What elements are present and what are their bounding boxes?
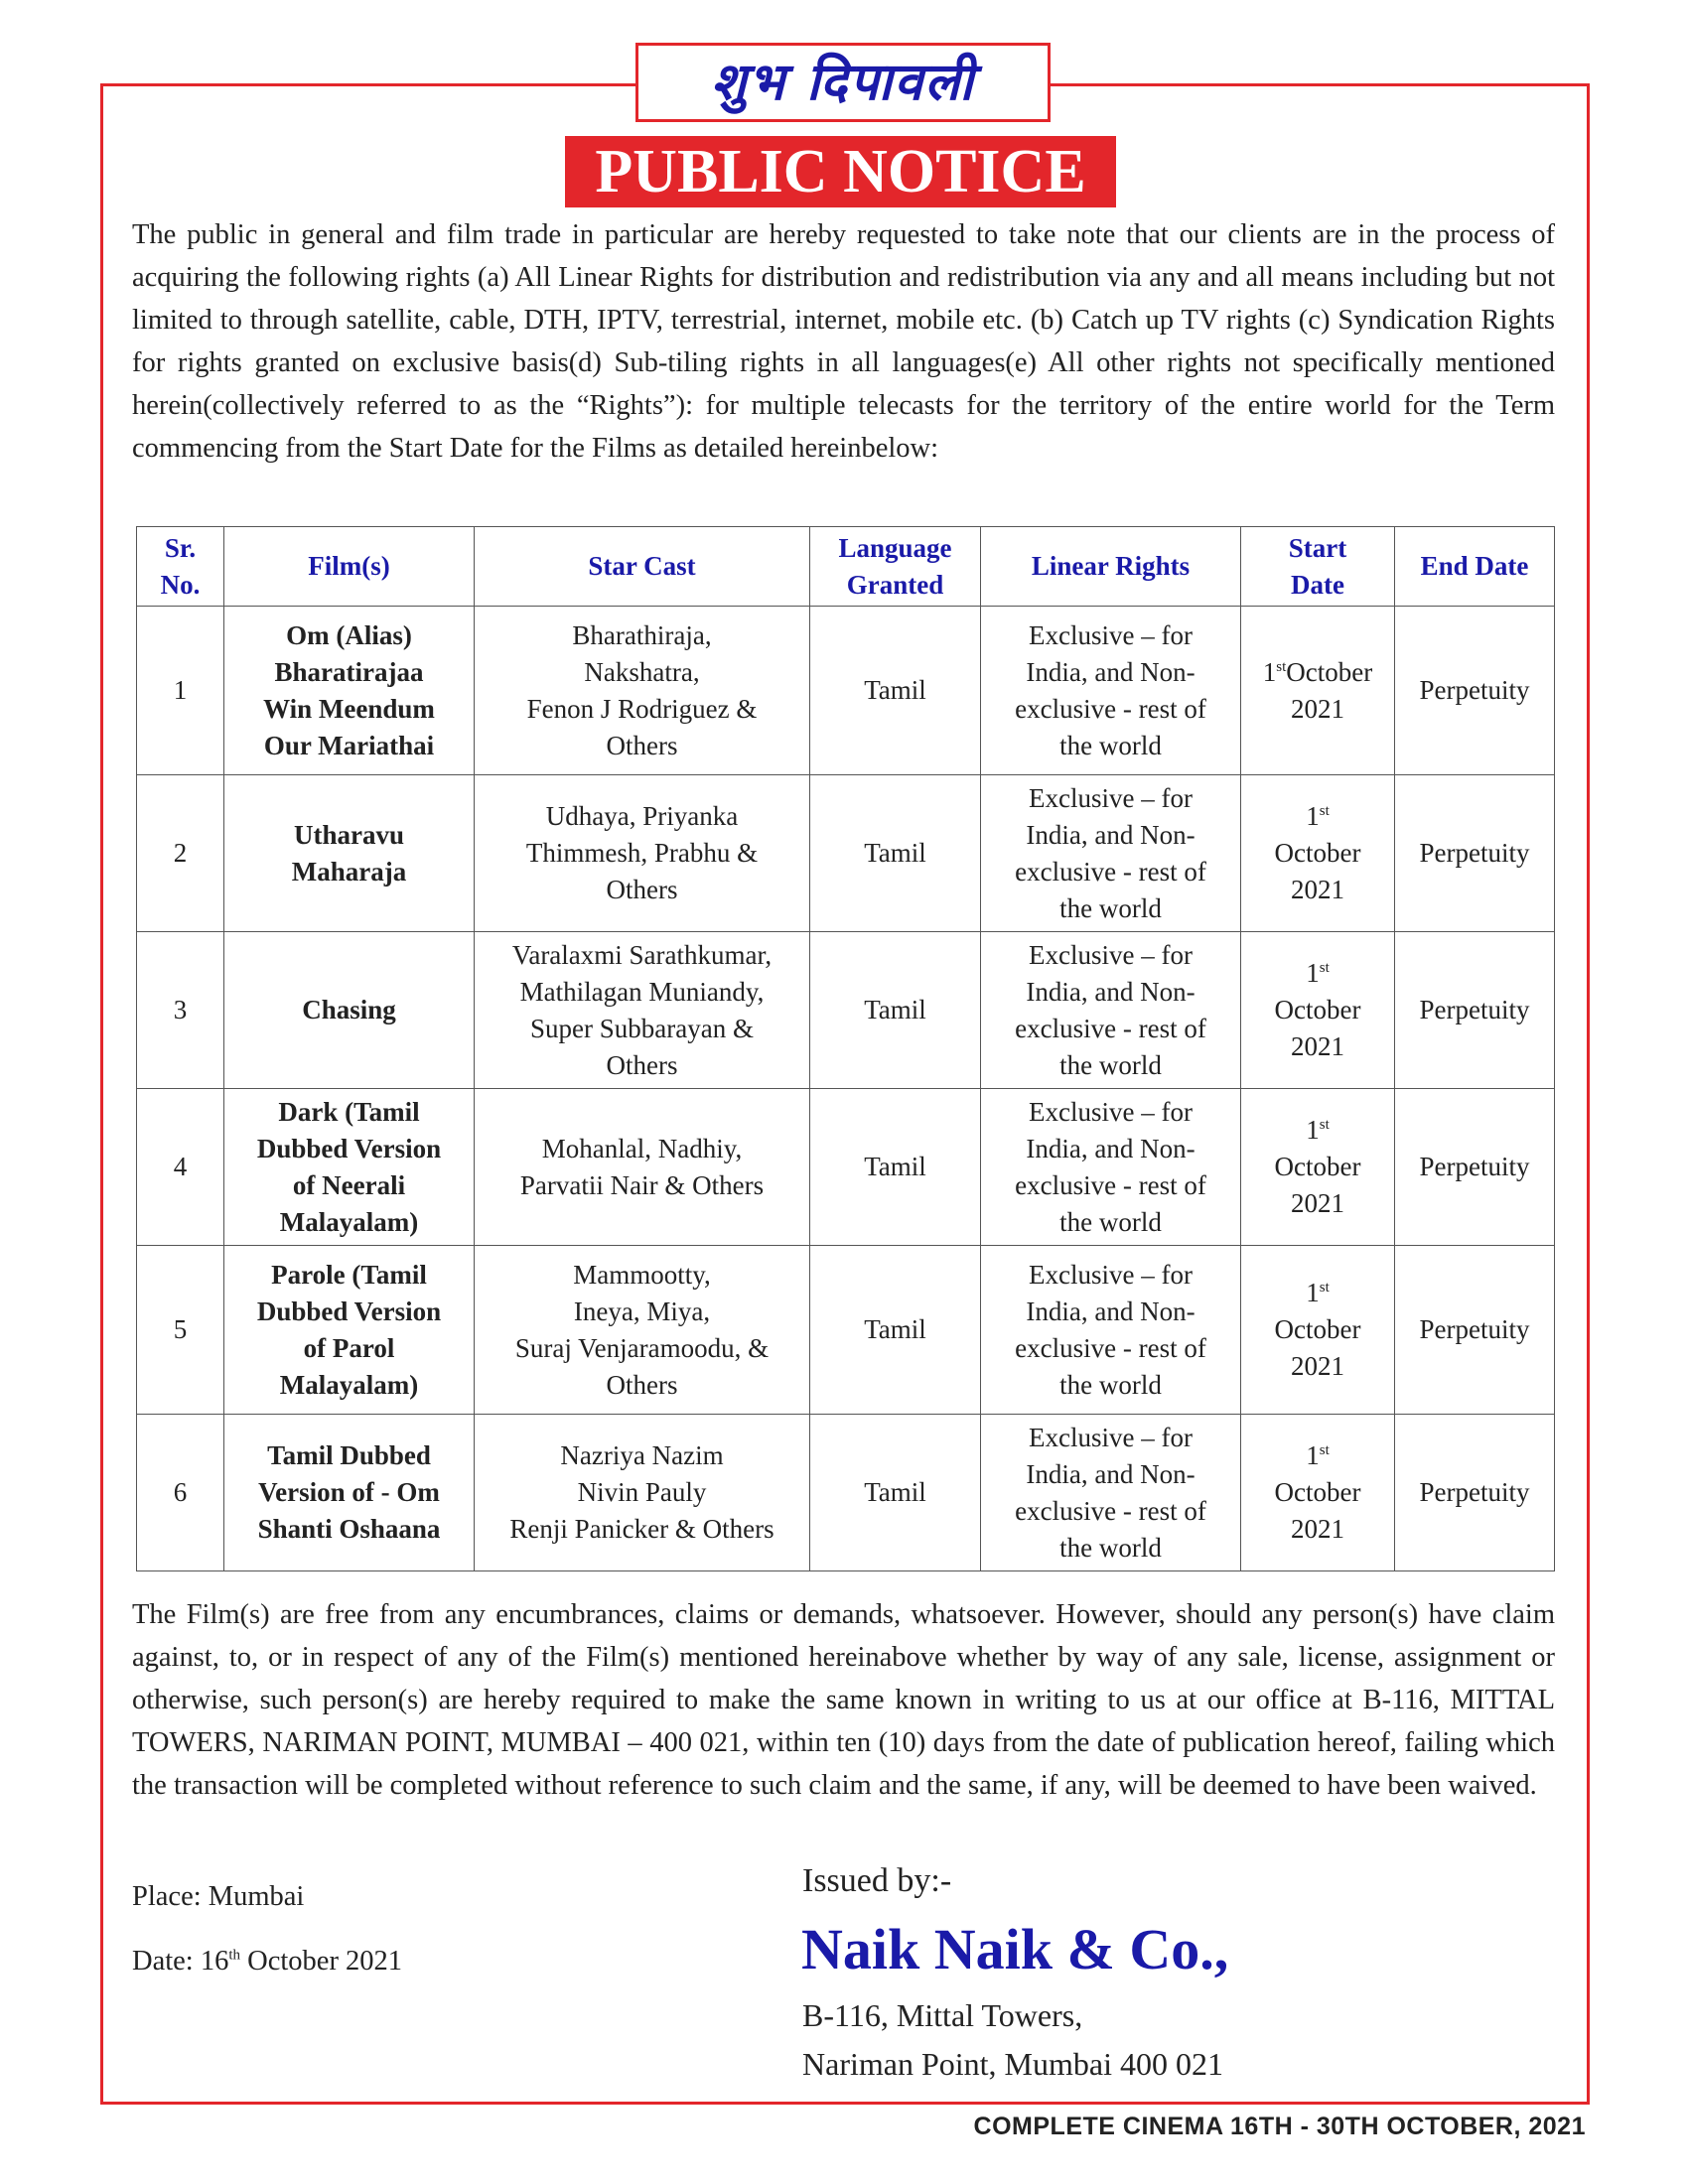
table-row	[137, 1089, 1555, 1246]
cell-linear-rights: Exclusive – for India, and Non- exclusive - rest of the world	[981, 607, 1241, 775]
cell-linear-rights: Exclusive – for India, and Non- exclusive - rest of the world	[981, 932, 1241, 1089]
cell-end-date: Perpetuity	[1395, 1246, 1555, 1415]
cell-film: Parole (Tamil Dubbed Version of Parol Malayalam)	[224, 1246, 475, 1415]
claims-paragraph: The Film(s) are free from any encumbrances, claims or demands, whatsoever. However, should any person(s) have claim against, to, or in respect of any of the Film(s) mentioned hereinabove whether by way of any sale, license, assignment or otherwise, such person(s) are hereby required to make the same known in writing to us at our office at B-116, MITTAL TOWERS, NARIMAN POINT, MUMBAI – 400 021, within ten (10) days from the date of publication hereof, failing which the transaction will be completed without reference to such claim and the same, if any, will be deemed to have been waived.	[132, 1599, 1555, 1801]
cell-language: Tamil	[810, 1246, 981, 1415]
cell-language: Tamil	[810, 932, 981, 1089]
cell-start-date: 1st October 2021	[1241, 1415, 1395, 1571]
issuer-address-line2: Nariman Point, Mumbai 400 021	[802, 2046, 1223, 2082]
issued-by-label: Issued by:-	[802, 1862, 952, 1899]
cell-star-cast: Udhaya, Priyanka Thimmesh, Prabhu & Others	[475, 775, 810, 932]
cell-start-date: 1stOctober 2021	[1241, 607, 1395, 775]
cell-end-date: Perpetuity	[1395, 1089, 1555, 1246]
issuer-name: Naik Naik & Co.,	[801, 1917, 1229, 1981]
cell-film: Om (Alias) Bharatirajaa Win Meendum Our Mariathai	[224, 607, 475, 775]
cell-start-date: 1st October 2021	[1241, 1089, 1395, 1246]
header-sr-no: Sr. No.	[137, 527, 224, 607]
header-language: Language Granted	[810, 527, 981, 607]
header-start-date: Start Date	[1241, 527, 1395, 607]
cell-film: Dark (Tamil Dubbed Version of Neerali Malayalam)	[224, 1089, 475, 1246]
issuer-address-line1: B-116, Mittal Towers,	[802, 1997, 1083, 2033]
cell-linear-rights: Exclusive – for India, and Non- exclusive - rest of the world	[981, 1246, 1241, 1415]
cell-film: Utharavu Maharaja	[224, 775, 475, 932]
cell-star-cast: Varalaxmi Sarathkumar, Mathilagan Muniandy, Super Subbarayan & Others	[475, 932, 810, 1089]
cell-star-cast: Nazriya Nazim Nivin Pauly Renji Panicker & Others	[475, 1415, 810, 1571]
cell-language: Tamil	[810, 1415, 981, 1571]
film-rights-table	[136, 526, 1555, 1571]
cell-end-date: Perpetuity	[1395, 607, 1555, 775]
table-row	[137, 1415, 1555, 1571]
publication-credit: COMPLETE CINEMA 16TH - 30TH OCTOBER, 2021	[973, 2113, 1586, 2140]
cell-linear-rights: Exclusive – for India, and Non- exclusive - rest of the world	[981, 1089, 1241, 1246]
cell-start-date: 1st October 2021	[1241, 932, 1395, 1089]
cell-end-date: Perpetuity	[1395, 775, 1555, 932]
place-line: Place: Mumbai	[132, 1881, 305, 1912]
cell-film: Tamil Dubbed Version of - Om Shanti Oshaana	[224, 1415, 475, 1571]
cell-start-date: 1st October 2021	[1241, 775, 1395, 932]
table-row	[137, 932, 1555, 1089]
table-row	[137, 1246, 1555, 1415]
table-row	[137, 775, 1555, 932]
header-end-date: End Date	[1395, 527, 1555, 607]
cell-sr-no: 2	[137, 775, 224, 932]
cell-film: Chasing	[224, 932, 475, 1089]
cell-language: Tamil	[810, 1089, 981, 1246]
table-header-row	[137, 527, 1555, 607]
cell-sr-no: 3	[137, 932, 224, 1089]
cell-sr-no: 1	[137, 607, 224, 775]
cell-linear-rights: Exclusive – for India, and Non- exclusive - rest of the world	[981, 1415, 1241, 1571]
cell-star-cast: Bharathiraja, Nakshatra, Fenon J Rodriguez & Others	[475, 607, 810, 775]
cell-star-cast: Mohanlal, Nadhiy, Parvatii Nair & Others	[475, 1089, 810, 1246]
cell-linear-rights: Exclusive – for India, and Non- exclusive - rest of the world	[981, 775, 1241, 932]
cell-start-date: 1st October 2021	[1241, 1246, 1395, 1415]
cell-sr-no: 5	[137, 1246, 224, 1415]
cell-end-date: Perpetuity	[1395, 1415, 1555, 1571]
page-title: PUBLIC NOTICE	[565, 136, 1116, 207]
cell-sr-no: 4	[137, 1089, 224, 1246]
header-linear-rights: Linear Rights	[981, 527, 1241, 607]
cell-star-cast: Mammootty, Ineya, Miya, Suraj Venjaramoodu, & Others	[475, 1246, 810, 1415]
deepawali-greeting: शुभ दिपावली	[635, 43, 1051, 122]
cell-language: Tamil	[810, 775, 981, 932]
cell-end-date: Perpetuity	[1395, 932, 1555, 1089]
table-row	[137, 607, 1555, 775]
header-films: Film(s)	[224, 527, 475, 607]
date-line: Date: 16th October 2021	[132, 1946, 403, 1977]
intro-paragraph: The public in general and film trade in particular are hereby requested to take note that our clients are in the process of acquiring the following rights (a) All Linear Rights for distribution and redistribution via any and all means including but not limited to through satellite, cable, DTH, IPTV, terrestrial, internet, mobile etc. (b) Catch up TV rights (c) Syndication Rights for rights granted on exclusive basis(d) Sub-tiling rights in all languages(e) All other rights not specifically mentioned herein(collectively referred to as the “Rights”): for multiple telecasts for the territory of the entire world for the Term commencing from the Start Date for the Films as detailed hereinbelow:	[132, 219, 1555, 464]
cell-sr-no: 6	[137, 1415, 224, 1571]
header-star-cast: Star Cast	[475, 527, 810, 607]
cell-language: Tamil	[810, 607, 981, 775]
